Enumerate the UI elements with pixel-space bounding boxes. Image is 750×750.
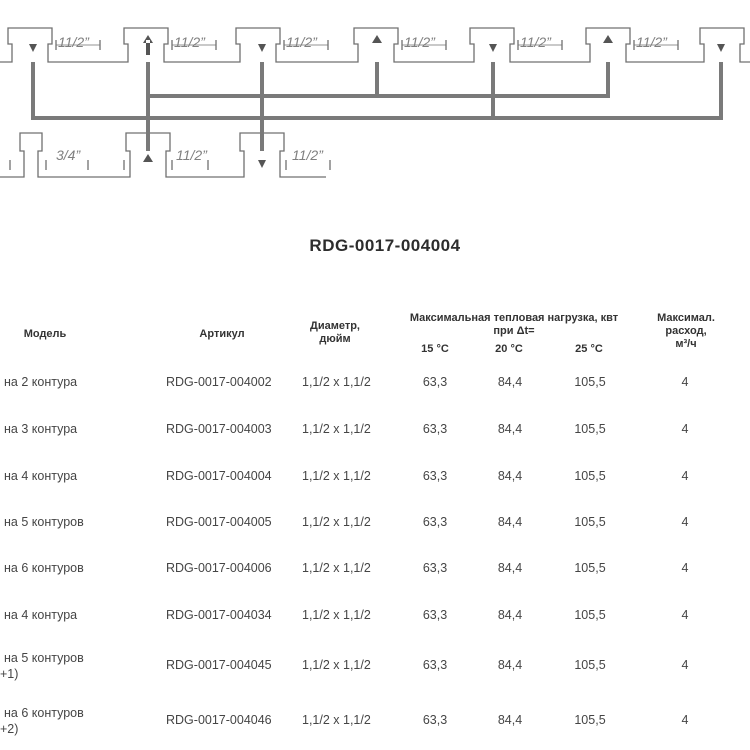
- cell-t25: 105,5: [574, 469, 606, 483]
- cell-model-note: +2): [0, 722, 19, 736]
- header-temp-25: 25 °C: [575, 343, 603, 355]
- cell-diameter: 1,1/2 x 1,1/2: [302, 713, 371, 727]
- cell-t15: 63,3: [422, 375, 448, 389]
- cell-model: на 3 контура: [4, 422, 78, 436]
- dimension-label: 11/2”: [520, 34, 551, 50]
- cell-t20: 84,4: [497, 375, 523, 389]
- header-max-load-line1: Максимальная тепловая нагрузка, квт: [409, 312, 619, 324]
- header-temp-20: 20 °C: [495, 343, 523, 355]
- header-max-flow-line2: расход,: [665, 325, 707, 337]
- header-diameter-line1: Диаметр,: [310, 320, 360, 332]
- cell-model: на 2 контура: [4, 375, 78, 389]
- cell-diameter: 1,1/2 x 1,1/2: [302, 561, 371, 575]
- cell-t15: 63,3: [422, 561, 448, 575]
- cell-flow: 4: [681, 658, 689, 672]
- cell-diameter: 1,1/2 x 1,1/2: [302, 515, 371, 529]
- cell-flow: 4: [681, 561, 689, 575]
- cell-article: RDG-0017-004003: [166, 422, 272, 436]
- cell-t25: 105,5: [574, 422, 606, 436]
- header-max-flow-line3: м³/ч: [675, 338, 697, 350]
- cell-t15: 63,3: [422, 469, 448, 483]
- header-temp-15: 15 °C: [421, 343, 449, 355]
- cell-diameter: 1,1/2 x 1,1/2: [302, 658, 371, 672]
- cell-flow: 4: [681, 375, 689, 389]
- dimension-label: 11/2”: [404, 34, 435, 50]
- dimension-label: 11/2”: [176, 147, 207, 163]
- cell-flow: 4: [681, 422, 689, 436]
- cell-article: RDG-0017-004005: [166, 515, 272, 529]
- dimension-label: 11/2”: [292, 147, 323, 163]
- cell-t15: 63,3: [422, 608, 448, 622]
- cell-model: на 5 контуров: [4, 515, 84, 529]
- cell-t25: 105,5: [574, 713, 606, 727]
- header-diameter: [300, 320, 370, 346]
- cell-article: RDG-0017-004034: [166, 608, 272, 622]
- cell-t25: 105,5: [574, 561, 606, 575]
- dimension-label: 3/4”: [56, 147, 81, 163]
- cell-article: RDG-0017-004002: [166, 375, 272, 389]
- header-max-load-line2: при Δt=: [493, 325, 535, 337]
- cell-t20: 84,4: [497, 608, 523, 622]
- dimension-label: 11/2”: [636, 34, 667, 50]
- cell-flow: 4: [681, 713, 689, 727]
- cell-article: RDG-0017-004006: [166, 561, 272, 575]
- cell-flow: 4: [681, 469, 689, 483]
- cell-model-note: +1): [0, 667, 19, 681]
- cell-t20: 84,4: [497, 658, 523, 672]
- header-max-load: [392, 312, 636, 338]
- cell-t25: 105,5: [574, 515, 606, 529]
- dimension-label: 11/2”: [286, 34, 317, 50]
- header-max-flow-line1: Максимал.: [657, 312, 715, 324]
- cell-article: RDG-0017-004004: [166, 469, 272, 483]
- page-title: RDG-0017-004004: [309, 236, 461, 255]
- cell-model: на 5 контуров: [4, 651, 84, 665]
- cell-diameter: 1,1/2 x 1,1/2: [302, 422, 371, 436]
- cell-t25: 105,5: [574, 608, 606, 622]
- cell-t15: 63,3: [422, 713, 448, 727]
- cell-article: RDG-0017-004046: [166, 713, 272, 727]
- cell-t25: 105,5: [574, 658, 606, 672]
- header-model: Модель: [23, 328, 67, 340]
- cell-t20: 84,4: [497, 422, 523, 436]
- cell-model: на 4 контура: [4, 608, 78, 622]
- cell-diameter: 1,1/2 x 1,1/2: [302, 469, 371, 483]
- header-diameter-line2: дюйм: [319, 333, 351, 345]
- cell-t20: 84,4: [497, 713, 523, 727]
- cell-flow: 4: [681, 608, 689, 622]
- cell-diameter: 1,1/2 x 1,1/2: [302, 375, 371, 389]
- cell-flow: 4: [681, 515, 689, 529]
- cell-t25: 105,5: [574, 375, 606, 389]
- cell-t15: 63,3: [422, 515, 448, 529]
- dimension-label: 11/2”: [58, 34, 89, 50]
- cell-diameter: 1,1/2 x 1,1/2: [302, 608, 371, 622]
- cell-t20: 84,4: [497, 515, 523, 529]
- header-article: Артикул: [199, 328, 245, 340]
- cell-t20: 84,4: [497, 561, 523, 575]
- cell-model: на 4 контура: [4, 469, 78, 483]
- cell-model: на 6 контуров: [4, 561, 84, 575]
- cell-t15: 63,3: [422, 422, 448, 436]
- cell-t20: 84,4: [497, 469, 523, 483]
- cell-model: на 6 контуров: [4, 706, 84, 720]
- header-max-flow: [646, 312, 726, 351]
- manifold-diagram: [0, 0, 750, 200]
- dimension-label: 11/2”: [174, 34, 205, 50]
- cell-t15: 63,3: [422, 658, 448, 672]
- cell-article: RDG-0017-004045: [166, 658, 272, 672]
